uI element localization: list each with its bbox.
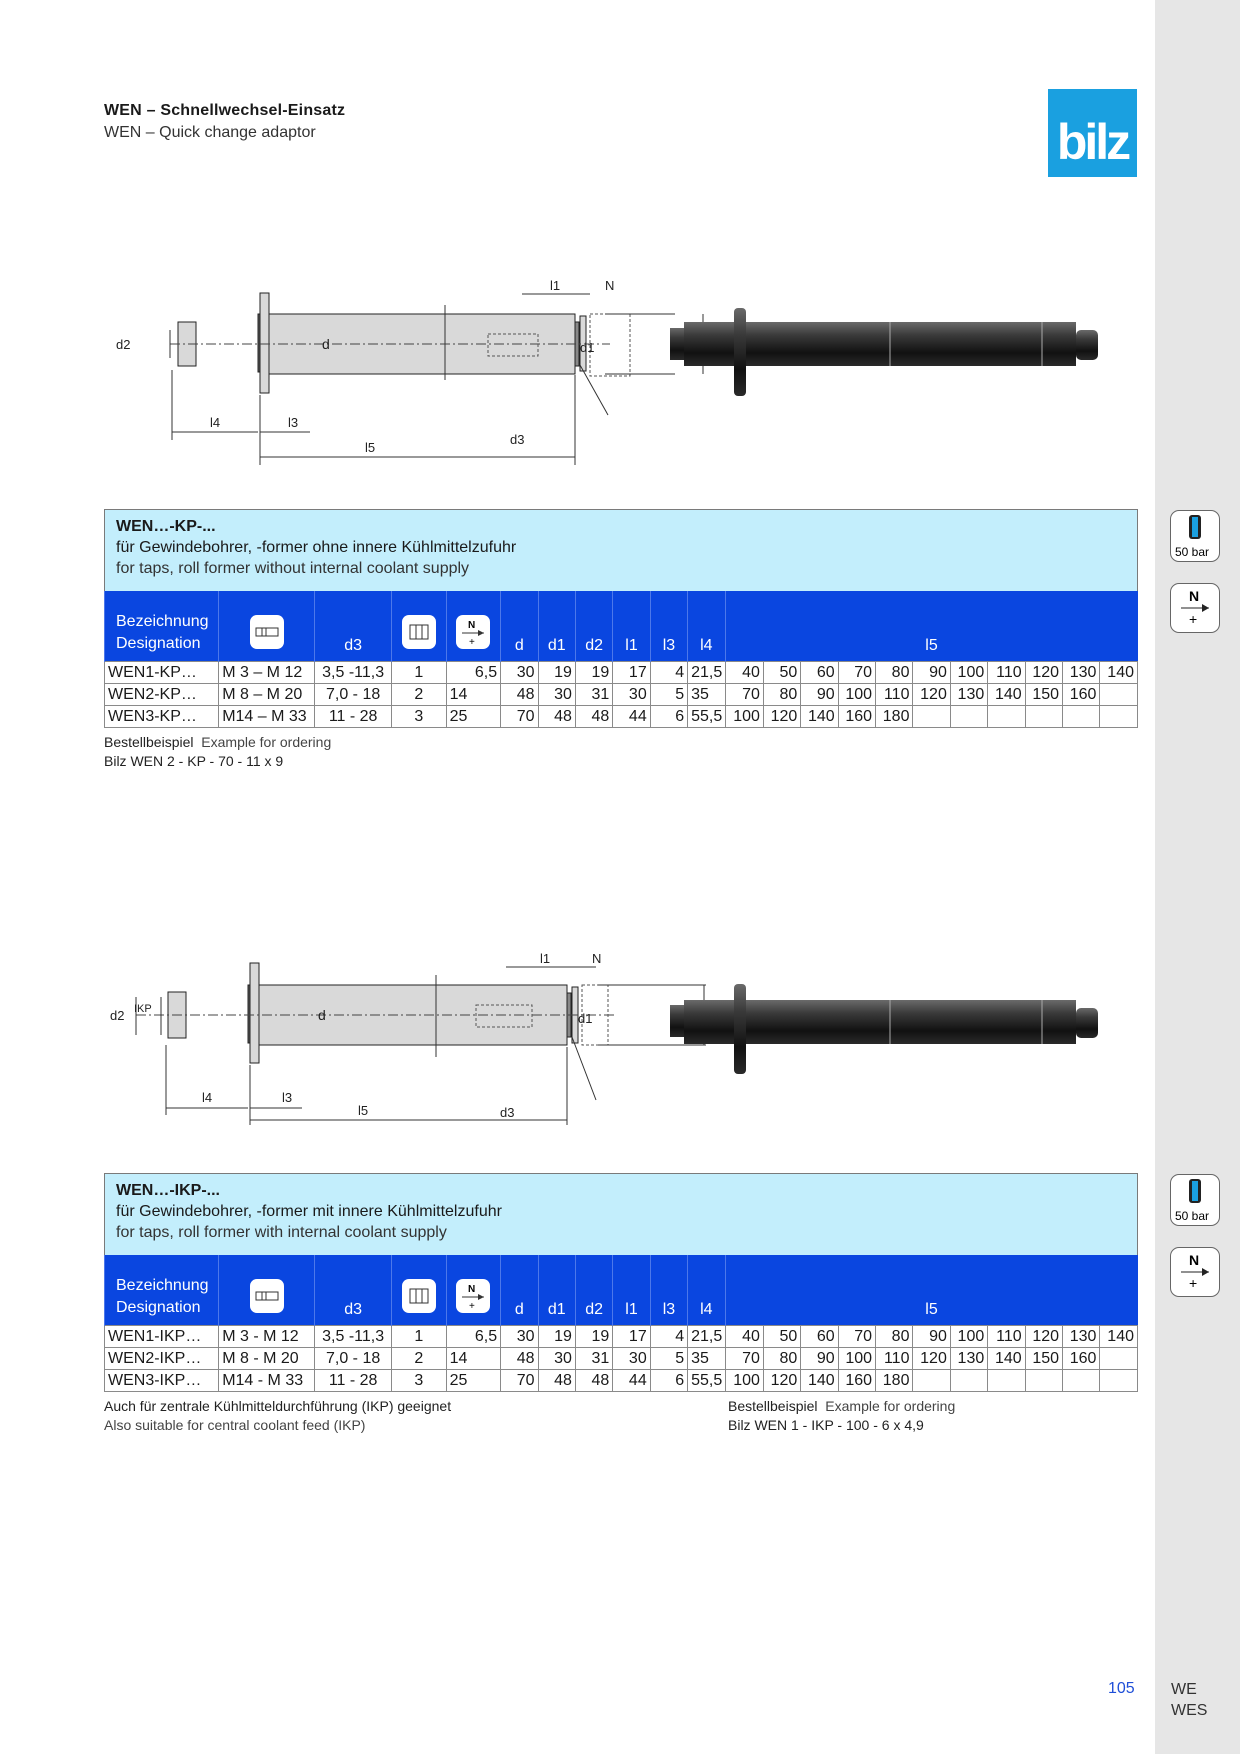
kp-col-l3: l3 — [650, 591, 687, 662]
dim-l4: l4 — [210, 415, 221, 430]
table-cell: 48 — [575, 1370, 612, 1392]
plus-label: + — [1189, 611, 1198, 627]
svg-text:+: + — [469, 637, 476, 648]
table-cell: 25 — [446, 706, 501, 728]
table-cell: 50 — [763, 662, 800, 684]
table-cell: 120 — [763, 706, 800, 728]
table-cell: 100 — [725, 706, 763, 728]
dim-l3-ikp: l3 — [282, 1090, 293, 1105]
kp-desc-de: für Gewindebohrer, -former ohne innere Kühlmittelzufuhr — [116, 539, 517, 556]
dim-d3-ikp: d3 — [500, 1105, 515, 1120]
table-cell: 48 — [538, 1370, 575, 1392]
table-cell: 90 — [913, 1326, 950, 1348]
ikp-title: WEN…-IKP-... — [116, 1182, 220, 1199]
dim-l5: l5 — [365, 440, 376, 455]
kp-col-l1: l1 — [613, 591, 650, 662]
svg-text:N: N — [468, 620, 476, 631]
table-row — [105, 1370, 1138, 1392]
table-cell: 100 — [838, 684, 875, 706]
ikp-head-bez: Bezeichnung — [116, 1277, 209, 1294]
table-cell: 5 — [650, 684, 687, 706]
ikp-col-d1: d1 — [538, 1255, 575, 1326]
table-cell: 80 — [876, 1326, 913, 1348]
n-plus-icon — [456, 615, 490, 649]
kp-header-row — [105, 591, 1138, 662]
table-cell: 40 — [725, 1326, 763, 1348]
ikp-note-en: Also suitable for central coolant feed (IKP) — [104, 1417, 366, 1433]
table-cell: 100 — [950, 1326, 987, 1348]
ikp-coolant-note — [104, 1397, 451, 1435]
table-cell: 140 — [988, 684, 1025, 706]
table-cell: 30 — [613, 1348, 650, 1370]
table-cell — [1063, 706, 1100, 728]
adaptor-size-icon — [402, 1279, 436, 1313]
table-cell — [988, 1370, 1025, 1392]
table-cell: 3 — [392, 1370, 447, 1392]
table-cell: 14 — [446, 1348, 501, 1370]
table-cell: 120 — [1025, 1326, 1062, 1348]
table-cell: 55,5 — [688, 706, 725, 728]
table-cell: 6,5 — [446, 1326, 501, 1348]
table-cell: 17 — [613, 1326, 650, 1348]
table-cell — [950, 706, 987, 728]
ikp-col-l3: l3 — [650, 1255, 687, 1326]
dim-l3: l3 — [288, 415, 299, 430]
ikp-head-des: Designation — [116, 1299, 201, 1316]
title-en: WEN – Quick change adaptor — [104, 124, 316, 141]
ikp-header-row — [105, 1255, 1138, 1326]
page-header — [104, 102, 345, 142]
dim-d1-ikp: d1 — [578, 1011, 593, 1026]
table-cell: 140 — [801, 706, 838, 728]
table-cell: 1 — [392, 1326, 447, 1348]
table-cell: 6 — [650, 706, 687, 728]
table-cell: WEN3-KP… — [105, 706, 219, 728]
table-cell: 48 — [575, 706, 612, 728]
dim-l1: l1 — [550, 278, 561, 293]
table-cell: 160 — [838, 706, 875, 728]
dim-l4-ikp: l4 — [202, 1090, 213, 1105]
table-cell — [913, 706, 950, 728]
dim-d2: d2 — [116, 337, 131, 352]
table-cell: 21,5 — [688, 662, 725, 684]
kp-title: WEN…-KP-... — [116, 518, 216, 535]
kp-table-body — [105, 662, 1138, 728]
kp-title-box — [104, 509, 1138, 591]
table-cell: 31 — [575, 1348, 612, 1370]
table-cell: 11 - 28 — [315, 1370, 392, 1392]
n-label: N — [1189, 1252, 1200, 1268]
table-row — [105, 1326, 1138, 1348]
table-cell: 140 — [1100, 662, 1138, 684]
title-de: WEN – Schnellwechsel-Einsatz — [104, 102, 346, 119]
ikp-table-body — [105, 1326, 1138, 1392]
table-cell: 70 — [501, 1370, 538, 1392]
n-label: N — [1189, 588, 1200, 604]
table-cell: 25 — [446, 1370, 501, 1392]
table-cell: 48 — [501, 684, 538, 706]
kp-col-size-icon — [392, 591, 447, 662]
table-cell: 80 — [876, 662, 913, 684]
table-cell: WEN2-KP… — [105, 684, 219, 706]
section-code — [1171, 1679, 1207, 1721]
table-cell: 70 — [725, 1348, 763, 1370]
table-cell: 30 — [613, 684, 650, 706]
table-cell: 180 — [876, 706, 913, 728]
table-cell: 35 — [688, 1348, 725, 1370]
table-row — [105, 662, 1138, 684]
technical-drawing-ikp — [106, 945, 626, 1135]
table-cell: 50 — [763, 1326, 800, 1348]
table-cell: 19 — [575, 1326, 612, 1348]
ikp-col-tap-icon — [219, 1255, 315, 1326]
table-cell: 90 — [801, 1348, 838, 1370]
table-cell: 140 — [988, 1348, 1025, 1370]
table-cell: 160 — [1063, 684, 1100, 706]
table-cell: 100 — [725, 1370, 763, 1392]
dim-d2-ikp: d2 — [110, 1008, 125, 1023]
section-code-1: WE — [1171, 1681, 1197, 1698]
kp-col-tap-icon — [219, 591, 315, 662]
table-cell — [1025, 706, 1062, 728]
bilz-logo: bilz — [1048, 89, 1137, 177]
kp-col-l5: l5 — [725, 591, 1138, 662]
drawing-flange-ikp — [250, 963, 259, 1063]
table-cell: 120 — [763, 1370, 800, 1392]
table-cell: 130 — [1063, 1326, 1100, 1348]
table-cell: 21,5 — [688, 1326, 725, 1348]
kp-col-l4: l4 — [688, 591, 725, 662]
ikp-section — [104, 1173, 1138, 1392]
dim-d1: d1 — [580, 340, 595, 355]
table-cell: 4 — [650, 1326, 687, 1348]
table-cell: 30 — [538, 684, 575, 706]
table-cell: WEN1-IKP… — [105, 1326, 219, 1348]
table-cell: 130 — [950, 684, 987, 706]
dim-d: d — [322, 336, 330, 352]
table-cell: 35 — [688, 684, 725, 706]
ikp-order-label: Bestellbeispiel — [728, 1398, 818, 1414]
table-cell: 70 — [838, 1326, 875, 1348]
ikp-col-l1: l1 — [613, 1255, 650, 1326]
table-cell: 44 — [613, 1370, 650, 1392]
dim-N-ikp: N — [592, 951, 602, 966]
ikp-col-d3: d3 — [315, 1255, 392, 1326]
table-cell: 55,5 — [688, 1370, 725, 1392]
kp-col-d: d — [501, 591, 538, 662]
table-cell: 19 — [538, 662, 575, 684]
dim-d-ikp: d — [318, 1007, 326, 1023]
table-cell: 14 — [446, 684, 501, 706]
table-cell: 5 — [650, 1348, 687, 1370]
table-cell: 60 — [801, 662, 838, 684]
table-cell: 6,5 — [446, 662, 501, 684]
table-cell: 120 — [913, 1348, 950, 1370]
ikp-col-l4: l4 — [688, 1255, 725, 1326]
table-cell: 140 — [1100, 1326, 1138, 1348]
kp-section — [104, 509, 1138, 728]
table-cell: 31 — [575, 684, 612, 706]
table-cell: 30 — [501, 1326, 538, 1348]
ikp-col-size-icon — [392, 1255, 447, 1326]
kp-head-bez: Bezeichnung — [116, 613, 209, 630]
dim-N: N — [605, 278, 615, 293]
product-photo-ikp — [662, 980, 1114, 1080]
table-cell: 110 — [988, 1326, 1025, 1348]
table-cell: 100 — [950, 662, 987, 684]
n-arrow-icon — [1170, 1247, 1220, 1297]
ikp-spec-table — [104, 1255, 1138, 1392]
table-row — [105, 1348, 1138, 1370]
table-cell: 160 — [1063, 1348, 1100, 1370]
table-cell: 7,0 - 18 — [315, 1348, 392, 1370]
page-number: 105 — [1108, 1680, 1135, 1697]
pressure-50bar-icon — [1170, 1174, 1220, 1226]
ikp-desc-de: für Gewindebohrer, -former mit innere Kühlmittelzufuhr — [116, 1203, 502, 1220]
table-cell: 120 — [913, 684, 950, 706]
dim-l1-ikp: l1 — [540, 951, 551, 966]
table-cell: M 8 – M 20 — [219, 684, 315, 706]
right-sidebar — [1155, 0, 1240, 1754]
table-cell: 150 — [1025, 1348, 1062, 1370]
table-cell: 100 — [838, 1348, 875, 1370]
ikp-order-example: Bilz WEN 1 - IKP - 100 - 6 x 4,9 — [728, 1417, 924, 1433]
table-cell: 110 — [876, 684, 913, 706]
table-cell: 110 — [988, 662, 1025, 684]
table-cell: 70 — [501, 706, 538, 728]
kp-order-label: Bestellbeispiel — [104, 734, 194, 750]
table-cell: 11 - 28 — [315, 706, 392, 728]
pressure-label: 50 bar — [1175, 545, 1210, 559]
table-cell: 19 — [538, 1326, 575, 1348]
table-cell: 70 — [838, 662, 875, 684]
table-cell: 4 — [650, 662, 687, 684]
n-plus-icon — [456, 1279, 490, 1313]
adaptor-size-icon — [402, 615, 436, 649]
table-cell: M14 – M 33 — [219, 706, 315, 728]
table-cell — [1100, 1370, 1138, 1392]
table-cell: M 3 – M 12 — [219, 662, 315, 684]
table-cell: 70 — [725, 684, 763, 706]
table-cell: 80 — [763, 684, 800, 706]
table-cell: 160 — [838, 1370, 875, 1392]
technical-drawing-kp — [110, 270, 615, 470]
table-cell: 140 — [801, 1370, 838, 1392]
kp-spec-table — [104, 591, 1138, 728]
svg-text:+: + — [469, 1301, 476, 1312]
table-cell: 3,5 -11,3 — [315, 1326, 392, 1348]
table-cell — [988, 706, 1025, 728]
pressure-label: 50 bar — [1175, 1209, 1210, 1223]
section-code-2: WES — [1171, 1702, 1208, 1719]
table-cell: M 8 - M 20 — [219, 1348, 315, 1370]
ikp-title-box — [104, 1173, 1138, 1255]
table-cell: 2 — [392, 1348, 447, 1370]
kp-col-d3: d3 — [315, 591, 392, 662]
table-cell: 2 — [392, 684, 447, 706]
drawing-flange — [260, 293, 269, 393]
table-cell: 30 — [501, 662, 538, 684]
svg-text:N: N — [468, 1284, 476, 1295]
table-cell: 3,5 -11,3 — [315, 662, 392, 684]
table-row — [105, 684, 1138, 706]
pressure-50bar-icon — [1170, 510, 1220, 562]
kp-desc-en: for taps, roll former without internal coolant supply — [116, 560, 470, 577]
table-cell: 6 — [650, 1370, 687, 1392]
ikp-col-designation — [105, 1255, 219, 1326]
table-cell: 180 — [876, 1370, 913, 1392]
table-cell: 17 — [613, 662, 650, 684]
ikp-note-de: Auch für zentrale Kühlmitteldurchführung (IKP) geeignet — [104, 1398, 452, 1414]
tap-icon — [250, 615, 284, 649]
kp-col-n-icon — [446, 591, 501, 662]
kp-order-label-en: Example for ordering — [201, 734, 332, 750]
dim-ikp-label: IKP — [134, 1003, 152, 1015]
kp-col-d1: d1 — [538, 591, 575, 662]
kp-order-example: Bilz WEN 2 - KP - 70 - 11 x 9 — [104, 753, 284, 769]
kp-head-des: Designation — [116, 635, 201, 652]
table-cell: 150 — [1025, 684, 1062, 706]
table-cell: 48 — [538, 706, 575, 728]
table-cell: 7,0 - 18 — [315, 684, 392, 706]
table-cell — [950, 1370, 987, 1392]
table-cell: 120 — [1025, 662, 1062, 684]
ikp-col-l5: l5 — [725, 1255, 1138, 1326]
kp-order-note — [104, 733, 331, 771]
table-cell: 80 — [763, 1348, 800, 1370]
table-cell: 19 — [575, 662, 612, 684]
table-cell: M 3 - M 12 — [219, 1326, 315, 1348]
kp-col-designation — [105, 591, 219, 662]
plus-label: + — [1189, 1275, 1198, 1291]
tap-icon — [250, 1279, 284, 1313]
table-cell: WEN2-IKP… — [105, 1348, 219, 1370]
kp-col-d2: d2 — [575, 591, 612, 662]
ikp-order-note — [728, 1397, 955, 1435]
n-arrow-icon — [1170, 583, 1220, 633]
table-cell: 44 — [613, 706, 650, 728]
ikp-col-d: d — [501, 1255, 538, 1326]
table-cell — [913, 1370, 950, 1392]
table-cell: M14 - M 33 — [219, 1370, 315, 1392]
ikp-order-label-en: Example for ordering — [825, 1398, 956, 1414]
ikp-desc-en: for taps, roll former with internal coolant supply — [116, 1224, 447, 1241]
dim-d3: d3 — [510, 432, 525, 447]
table-cell — [1100, 684, 1138, 706]
table-cell: 130 — [950, 1348, 987, 1370]
table-row — [105, 706, 1138, 728]
table-cell: 40 — [725, 662, 763, 684]
table-cell: 1 — [392, 662, 447, 684]
table-cell — [1100, 1348, 1138, 1370]
table-cell: 130 — [1063, 662, 1100, 684]
product-photo-kp — [662, 300, 1114, 405]
table-cell — [1025, 1370, 1062, 1392]
table-cell: WEN1-KP… — [105, 662, 219, 684]
table-cell: 90 — [913, 662, 950, 684]
table-cell: 48 — [501, 1348, 538, 1370]
table-cell: 30 — [538, 1348, 575, 1370]
table-cell: 3 — [392, 706, 447, 728]
table-cell: WEN3-IKP… — [105, 1370, 219, 1392]
table-cell — [1063, 1370, 1100, 1392]
ikp-col-d2: d2 — [575, 1255, 612, 1326]
ikp-col-n-icon — [446, 1255, 501, 1326]
table-cell — [1100, 706, 1138, 728]
table-cell: 60 — [801, 1326, 838, 1348]
table-cell: 110 — [876, 1348, 913, 1370]
dim-l5-ikp: l5 — [358, 1103, 369, 1118]
table-cell: 90 — [801, 684, 838, 706]
